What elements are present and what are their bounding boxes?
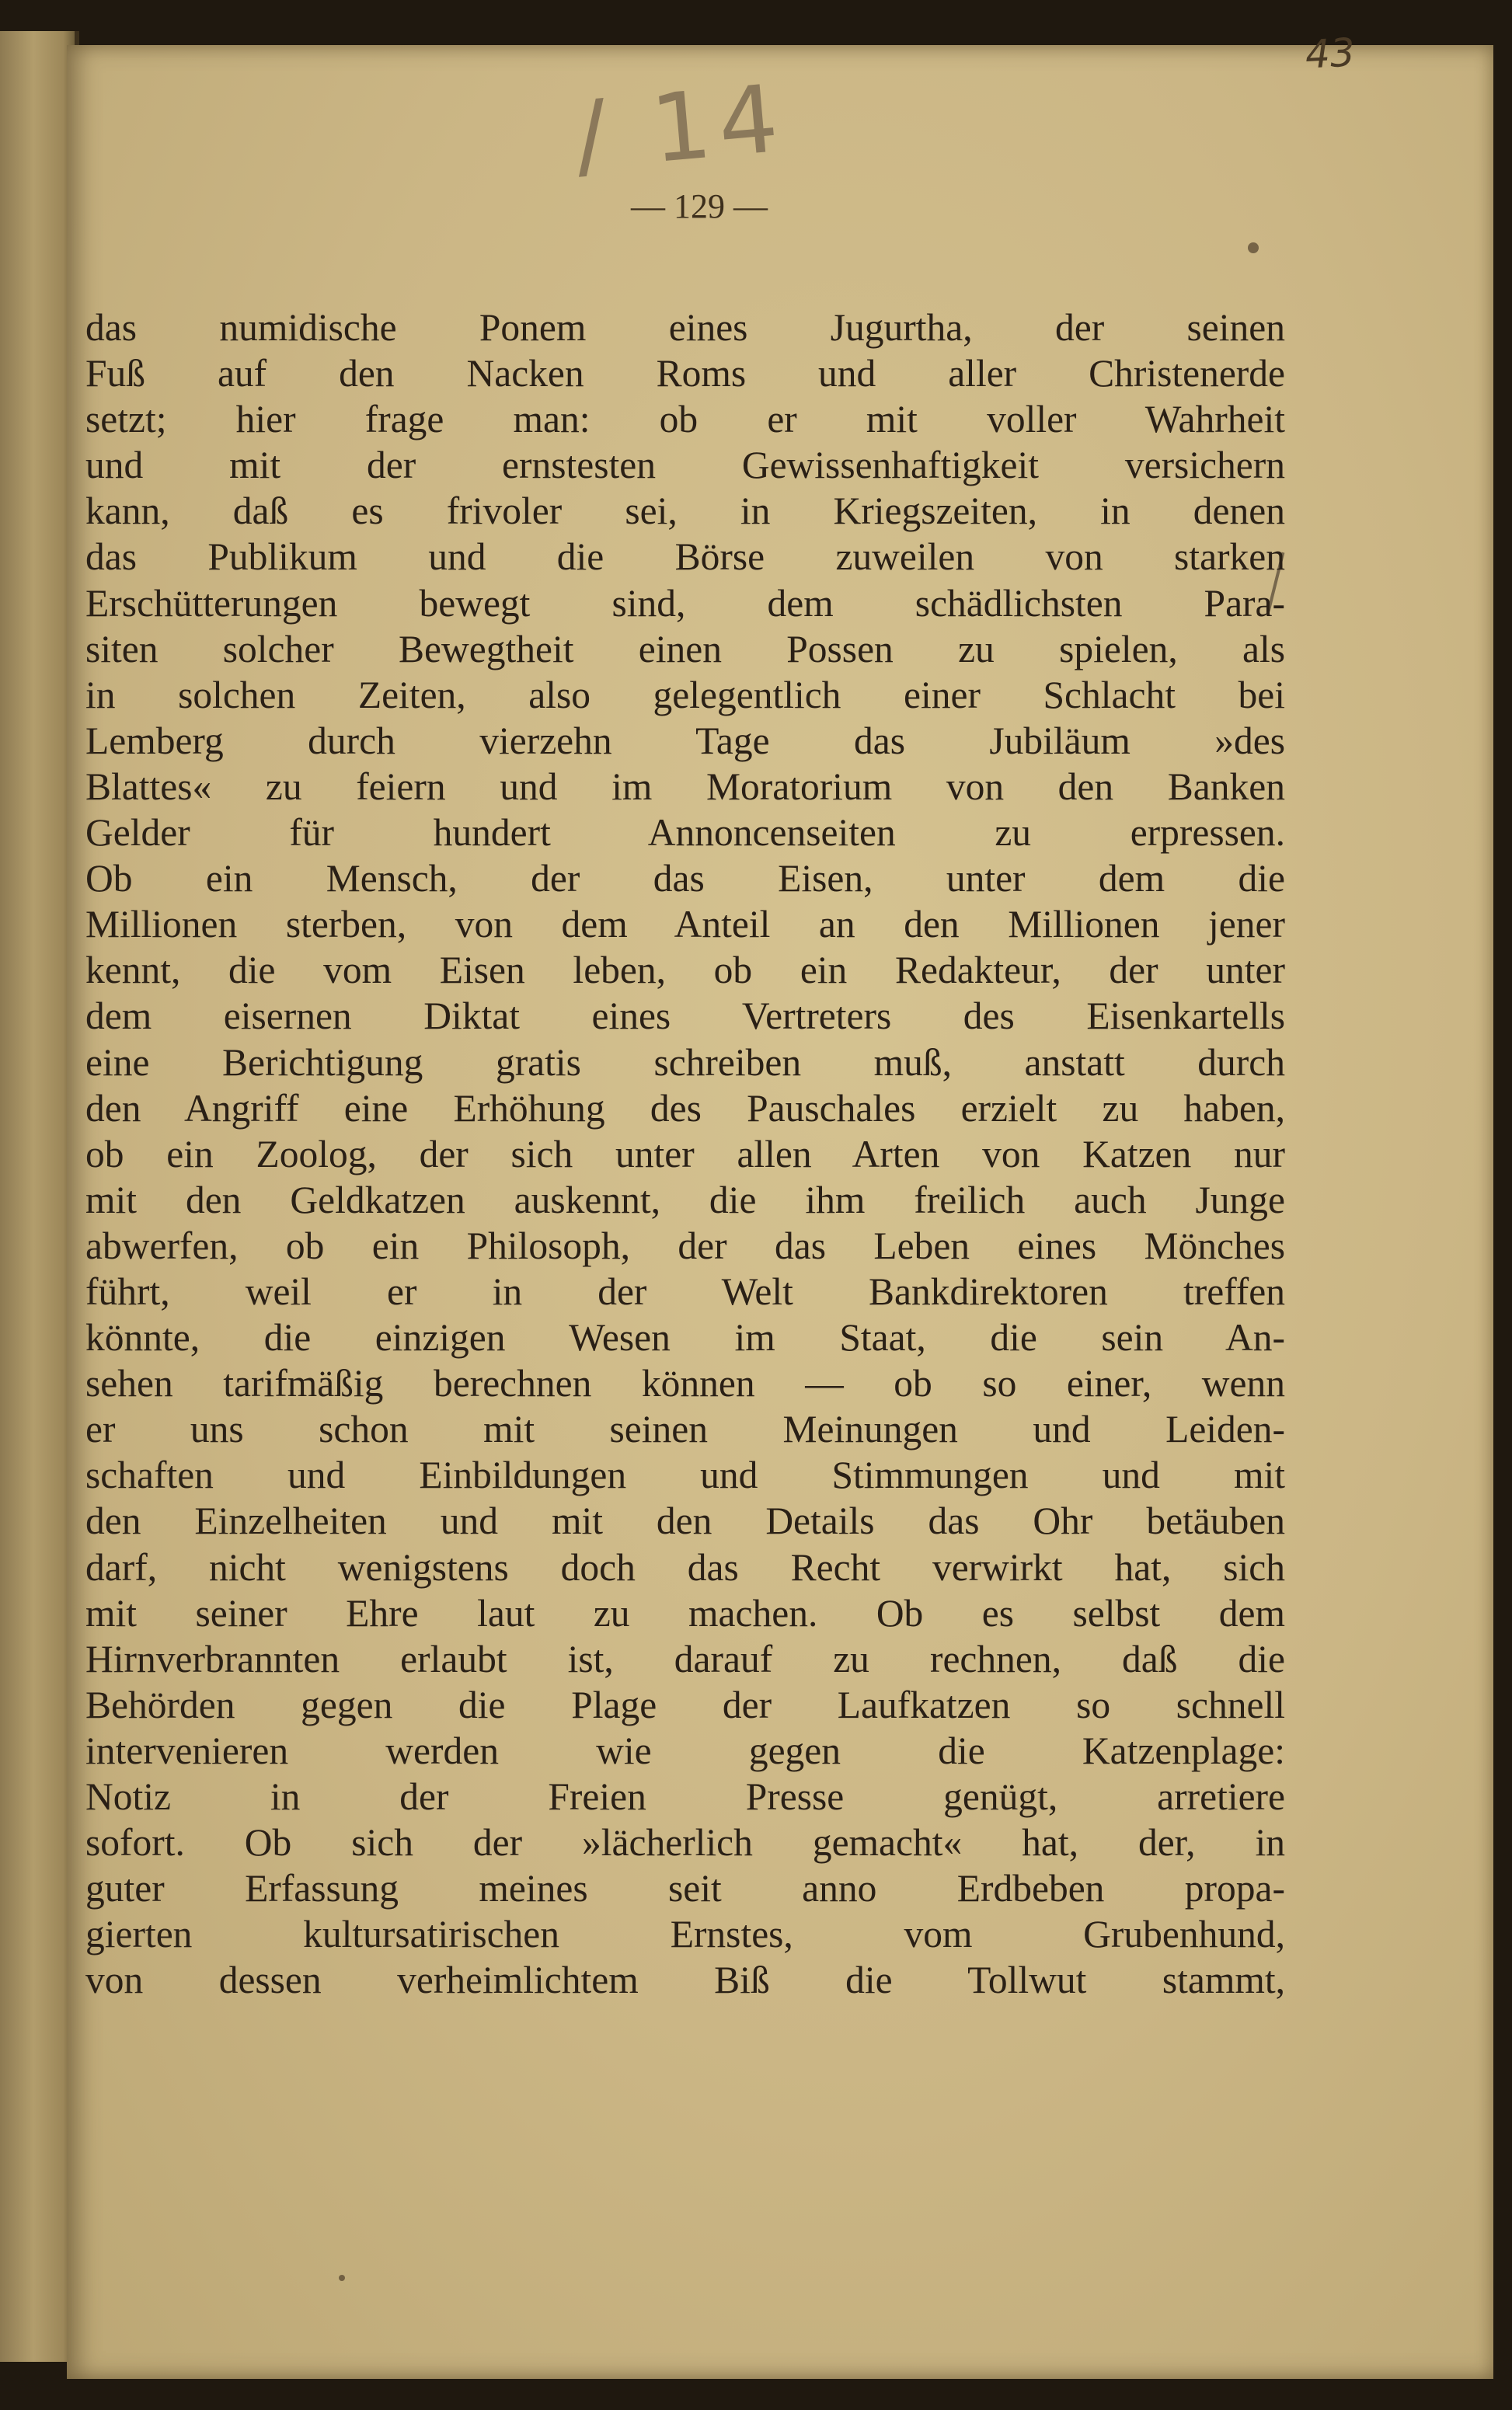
text-line: mit seiner Ehre laut zu machen. Ob es selbst dem <box>85 1591 1285 1635</box>
text-line: Fuß auf den Nacken Roms und aller Christenerde <box>85 352 1285 395</box>
text-line: den Angriff eine Erhöhung des Pauschales erzielt zu haben, <box>85 1086 1285 1130</box>
body-text <box>85 305 1285 2003</box>
text-line: Ob ein Mensch, der das Eisen, unter dem die <box>85 857 1285 900</box>
text-line: ob ein Zoolog, der sich unter allen Arten von Katzen nur <box>85 1132 1285 1175</box>
text-line: kann, daß es frivoler sei, in Kriegszeiten, in denen <box>85 489 1285 533</box>
text-line: Hirnverbrannten erlaubt ist, darauf zu rechnen, daß die <box>85 1637 1285 1680</box>
text-line: Lemberg durch vierzehn Tage das Jubiläum »des <box>85 719 1285 762</box>
text-line: könnte, die einzigen Wesen im Staat, die sein An- <box>85 1316 1285 1360</box>
text-line: schaften und Einbildungen und Stimmungen und mit <box>85 1454 1285 1497</box>
ink-speck <box>1248 242 1259 253</box>
page-number: — 129 — <box>631 187 768 225</box>
text-line: er uns schon mit seinen Meinungen und Leiden- <box>85 1408 1285 1451</box>
text-line: mit den Geldkatzen auskennt, die ihm freilich auch Junge <box>85 1178 1285 1221</box>
text-line: das numidische Ponem eines Jugurtha, der seinen <box>85 306 1285 349</box>
text-line: intervenieren werden wie gegen die Katzenplage: <box>85 1729 1285 1772</box>
text-line: siten solcher Bewegtheit einen Possen zu spielen, als <box>85 627 1285 670</box>
text-line: sehen tarifmäßig berechnen können — ob so einer, wenn <box>85 1362 1285 1405</box>
text-line: und mit der ernstesten Gewissenhaftigkeit versichern <box>85 444 1285 487</box>
text-line: das Publikum und die Börse zuweilen von starken <box>85 535 1285 579</box>
text-line: von dessen verheimlichtem Biß die Tollwut stammt, <box>85 1959 1285 2002</box>
text-line: abwerfen, ob ein Philosoph, der das Leben eines Mönches <box>85 1224 1285 1267</box>
text-line: dem eisernen Diktat eines Vertreters des Eisenkartells <box>85 994 1285 1038</box>
text-line: setzt; hier frage man: ob er mit voller Wahrheit <box>85 398 1285 441</box>
text-line: führt, weil er in der Welt Bankdirektoren treffen <box>85 1269 1285 1313</box>
text-line: den Einzelheiten und mit den Details das Ohr betäuben <box>85 1499 1285 1543</box>
text-line: darf, nicht wenigstens doch das Recht verwirkt hat, sich <box>85 1545 1285 1589</box>
text-line: Behörden gegen die Plage der Laufkatzen so schnell <box>85 1683 1285 1726</box>
text-line: sofort. Ob sich der »lächerlich gemacht« hat, der, in <box>85 1821 1285 1865</box>
text-line: eine Berichtigung gratis schreiben muß, anstatt durch <box>85 1040 1285 1084</box>
text-line: Millionen sterben, von dem Anteil an den Millionen jener <box>85 903 1285 946</box>
text-line: Erschütterungen bewegt sind, dem schädlichsten Para- <box>85 581 1285 625</box>
text-line: Gelder für hundert Annoncenseiten zu erpressen. <box>85 811 1285 855</box>
text-line: in solchen Zeiten, also gelegentlich einer Schlacht bei <box>85 673 1285 716</box>
text-line: gierten kultursatirischen Ernstes, vom Grubenhund, <box>85 1913 1285 1956</box>
text-line: guter Erfassung meines seit anno Erdbeben propa- <box>85 1867 1285 1910</box>
text-line: Blattes« zu feiern und im Moratorium von den Banken <box>85 764 1285 808</box>
archive-page-number: 43 <box>1304 30 1357 78</box>
text-line: Notiz in der Freien Presse genügt, arretiere <box>85 1775 1285 1818</box>
text-line: kennt, die vom Eisen leben, ob ein Redakteur, der unter <box>85 949 1285 992</box>
ink-speck <box>339 2275 345 2281</box>
pencil-annotation: / 14 <box>570 64 790 191</box>
